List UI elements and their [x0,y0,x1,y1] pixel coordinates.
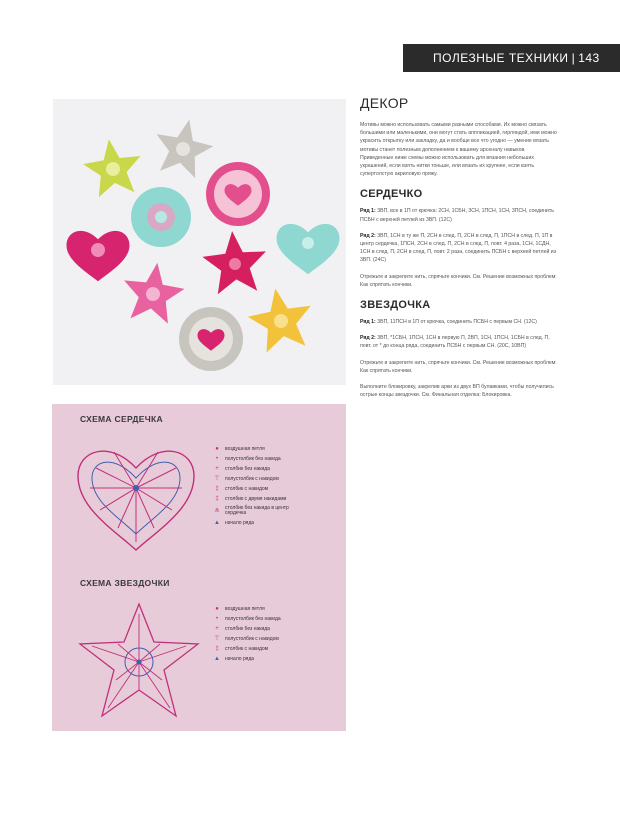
star-legend [212,604,281,664]
legend-symbol: ‡ [215,486,219,492]
star-heading: ЗВЕЗДОЧКА [360,299,431,312]
decor-heading: ДЕКОР [360,95,409,111]
legend-row [212,474,305,484]
legend-row [212,614,281,624]
legend-label: столбик с накидом [225,645,269,652]
legend-symbol: ‡ [215,646,219,652]
legend-symbol: + [215,626,219,632]
heart-row1 [360,207,560,223]
motifs-photo [53,99,346,385]
legend-row [212,504,305,518]
legend-row [212,454,305,464]
legend-label: столбик без накида в центр сердечка [225,505,289,516]
heart-heading: СЕРДЕЧКО [360,188,423,201]
legend-symbol: + [215,466,219,472]
legend-row [212,518,305,528]
legend-label: полустолбик с накидом [225,475,279,482]
magenta-star [200,228,269,295]
legend-symbol: ⊤ [214,476,220,482]
legend-label: полустолбик с накидом [225,635,279,642]
yellow-star [244,283,318,355]
legend-label: столбик без накида [225,625,270,632]
row-text: 3ВП, 11ПСН в 1П от крючка, соединить ПСБН с первым СН. (12С) [377,319,537,326]
legend-label: полустолбик без накида [225,615,281,622]
legend-label: полустолбик без накида [225,455,281,462]
legend-row [212,654,281,664]
row-label: Ряд 2: [360,232,376,239]
heart-finish: Отрежьте и закрепите нить, спрячьте кончики. См. Решение возможных проблем: Как спрятать кончики. [360,273,557,288]
lime-star [80,135,145,199]
star-diagram [74,600,204,722]
legend-row [212,604,281,614]
row-text: 3ВП, 1СН в ту же П, 2СН в след. П, 2СН в след. П, 1ПСН в след. П, 1П в центр сердечка, 1ПСН, 2СН в след. П, 2СН в след. П, повт. 4 раза, 1СН, 1СДН, 1СН в след. П, 2СН в след. П, повт. 2 раза, соединить ПСБН с верхней петлей из 3ВП. (24С) [360,232,557,264]
aqua-heart [131,187,191,247]
star-row1 [360,318,560,326]
legend-label: воздушная петля [225,605,265,612]
star-schema-title: СХЕМА ЗВЕЗДОЧКИ [80,578,170,588]
legend-row [212,464,305,474]
legend-row [212,484,305,494]
row-text: 3ВП, все в 1П от крючка: 2СН, 1СБН, 3СН, 1ПСН, 1СН, 3ПСН, соединить ПСБН с верхней петлей из 3ВП. (12С) [360,208,554,223]
row-label: Ряд 2: [360,335,376,342]
star-blocking: Выполните блокировку, закрепив арки из двух ВП булавками, чтобы получились острые концы звездочки. См. Финальная отделка: Блокировка. [360,384,554,399]
legend-row [212,444,305,454]
legend-symbol: ● [215,606,219,612]
page-header [403,44,620,72]
legend-symbol: ● [215,446,219,452]
header-separator: | [571,51,576,65]
grey-star [149,114,217,181]
heart-legend [212,444,305,528]
grey-heart-motif [179,307,243,371]
legend-label: столбик с двумя накидами [225,495,287,502]
heart-schema-title: СХЕМА СЕРДЕЧКА [80,414,163,424]
legend-symbol: • [215,616,219,622]
legend-row [212,494,305,504]
section-title: ПОЛЕЗНЫЕ ТЕХНИКИ [433,51,569,65]
legend-label: начало ряда [225,655,255,662]
legend-label: столбик с накидом [225,485,269,492]
legend-symbol: ⊤ [214,636,220,642]
row-label: Ряд 1: [360,208,376,215]
star-finish: Отрежьте и закрепите нить, спрячьте кончики. См. Решение возможных проблем: Как спрятать кончики. [360,359,557,374]
heart-diagram [74,438,198,556]
page-number: 143 [578,51,600,65]
motifs-illustration [53,99,346,385]
legend-label: воздушная петля [225,445,265,452]
decor-intro: Мотивы можно использовать самыми разными способами. Их можно связать большими или маленькими, они могут стать аппликацией, гирляндой, ими можно украсить открытку или закладку, да и вообще все что угодно — умение вязать мотивы станет полезным дополнением к вашему арсеналу навыков. Приведенные ниже схемы можно использовать для вязания небольших украшений, если взять нитки тоньше, или вязать их крупнее, если взять супертолстую акриловую пряжу. [360,122,557,178]
pink-heart-top [206,162,270,226]
heart-row2 [360,232,560,265]
legend-symbol: ⋔ [214,508,220,514]
legend-row [212,644,281,654]
row-label: Ряд 1: [360,319,376,326]
pink-star [119,259,187,326]
legend-symbol: ▲ [214,656,220,662]
legend-symbol: ‡ [215,496,219,502]
legend-label: столбик без накида [225,465,270,472]
aqua-heart-right [277,224,340,274]
star-row2 [360,334,560,350]
legend-row [212,624,281,634]
legend-symbol: • [215,456,219,462]
pink-heart-left [67,231,130,281]
row-text: 3ВП, *1СБН, 1ПСН, 1СН в первую П, 2ВП, 1СН, 1ПСН, 1СБН в след. П, повт. от * до конца ряда, соединить ПСБН с первым СН. (20С, 10ВП) [360,335,550,350]
legend-row [212,634,281,644]
legend-label: начало ряда [225,519,255,526]
schema-panel [52,404,346,731]
text-column [360,95,560,407]
legend-symbol: ▲ [214,520,220,526]
